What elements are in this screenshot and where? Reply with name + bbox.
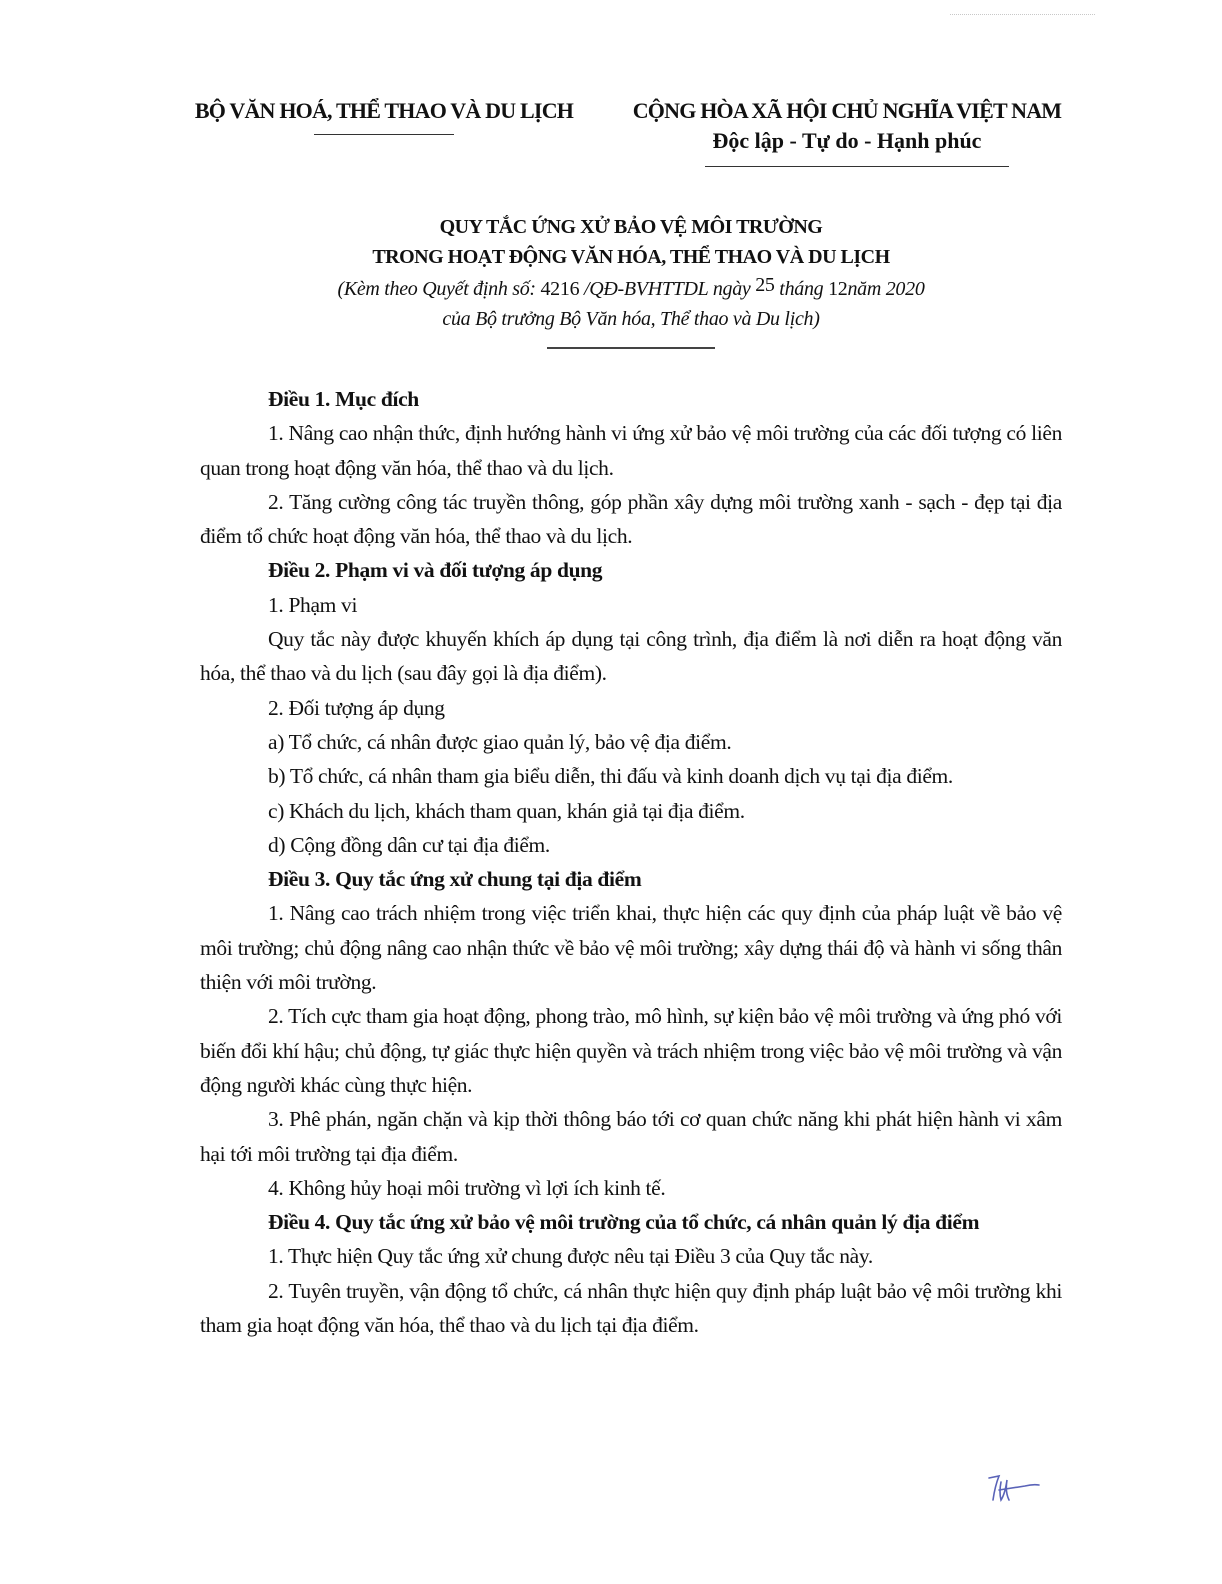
title-underline [547, 347, 715, 349]
paragraph: c) Khách du lịch, khách tham quan, khán giả tại địa điểm. [268, 798, 745, 823]
ministry-name: BỘ VĂN HOÁ, THỂ THAO VÀ DU LỊCH [194, 98, 574, 123]
paragraph: d) Cộng đồng dân cư tại địa điểm. [268, 832, 550, 857]
decision-number: 4216 [540, 278, 580, 300]
article-heading: Điều 4. Quy tắc ứng xử bảo vệ môi trường của tổ chức, cá nhân quản lý địa điểm [268, 1210, 980, 1235]
paragraph: 1. Thực hiện Quy tắc ứng xử chung được nêu tại Điều 3 của Quy tắc này. [268, 1244, 873, 1269]
decision-reference [200, 274, 1062, 304]
paragraph: b) Tổ chức, cá nhân tham gia biểu diễn, thi đấu và kinh doanh dịch vụ tại địa điểm. [268, 764, 953, 789]
month-label: tháng [774, 278, 829, 300]
article-heading: Điều 1. Mục đích [268, 387, 419, 411]
paragraph: 1. Phạm vi [268, 592, 358, 617]
decision-day: 25 [755, 274, 775, 296]
document-title [200, 212, 1062, 272]
paragraph: 4. Không hủy hoại môi trường vì lợi ích kinh tế. [268, 1175, 666, 1200]
ministry-header [178, 96, 590, 135]
article-heading: Điều 3. Quy tắc ứng xử chung tại địa điểm [268, 867, 642, 892]
paragraph: 2. Tăng cường công tác truyền thông, góp phần xây dựng môi trường xanh - sạch - đẹp tại địa điểm tổ chức hoạt động văn hóa, thể thao và du lịch. [200, 489, 1062, 549]
document-subtitle [200, 274, 1062, 334]
title-line-2: TRONG HOẠT ĐỘNG VĂN HÓA, THỂ THAO VÀ DU LỊCH [372, 246, 890, 268]
article-heading: Điều 2. Phạm vi và đối tượng áp dụng [268, 558, 603, 583]
issuer: của Bộ trưởng Bộ Văn hóa, Thể thao và Du lịch) [442, 308, 820, 330]
paragraph: Quy tắc này được khuyến khích áp dụng tại công trình, địa điểm là nơi diễn ra hoạt động văn hóa, thể thao và du lịch (sau đây gọi là địa điểm). [200, 627, 1062, 686]
national-motto: Độc lập - Tự do - Hạnh phúc [712, 128, 982, 153]
attach-prefix: (Kèm theo Quyết định số: [337, 278, 541, 300]
country-name: CỘNG HÒA XÃ HỘI CHỦ NGHĨA VIỆT NAM [632, 98, 1062, 123]
paragraph: 2. Tuyên truyền, vận động tổ chức, cá nhân thực hiện quy định pháp luật bảo vệ môi trường khi tham gia hoạt động văn hóa, thể thao và du lịch tại địa điểm. [200, 1278, 1062, 1338]
page-header-mark [950, 14, 1095, 23]
paragraph: 1. Nâng cao nhận thức, định hướng hành vi ứng xử bảo vệ môi trường của các đối tượng có liên quan trong hoạt động văn hóa, thể thao và du lịch. [200, 421, 1062, 480]
paragraph: a) Tổ chức, cá nhân được giao quản lý, bảo vệ địa điểm. [268, 729, 732, 754]
motto-underline [705, 166, 1009, 167]
ministry-underline [314, 134, 454, 135]
title-line-1: QUY TẮC ỨNG XỬ BẢO VỆ MÔI TRƯỜNG [439, 216, 823, 238]
paragraph: 2. Tích cực tham gia hoạt động, phong trào, mô hình, sự kiện bảo vệ môi trường và ứng phó với biến đổi khí hậu; chủ động, tự giác thực hiện quyền và trách nhiệm trong việc bảo vệ môi trường và vận động người khác cùng thực hiện. [200, 1004, 1062, 1097]
decision-code: /QĐ-BVHTTDL ngày [579, 278, 756, 300]
national-header [612, 96, 1082, 167]
paragraph: 3. Phê phán, ngăn chặn và kịp thời thông báo tới cơ quan chức năng khi phát hiện hành vi xâm hại tới môi trường tại địa điểm. [200, 1107, 1062, 1166]
document-body [200, 382, 1062, 1342]
decision-month: 12 [828, 278, 848, 300]
decision-year: năm 2020 [847, 278, 925, 300]
paragraph: 2. Đối tượng áp dụng [268, 695, 445, 720]
initials-signature-icon [985, 1470, 1045, 1510]
paragraph: 1. Nâng cao trách nhiệm trong việc triển khai, thực hiện các quy định của pháp luật về bảo vệ môi trường; chủ động nâng cao nhận thức về bảo vệ môi trường; xây dựng thái độ và hành vi sống thân thiện với môi trường. [200, 901, 1062, 995]
